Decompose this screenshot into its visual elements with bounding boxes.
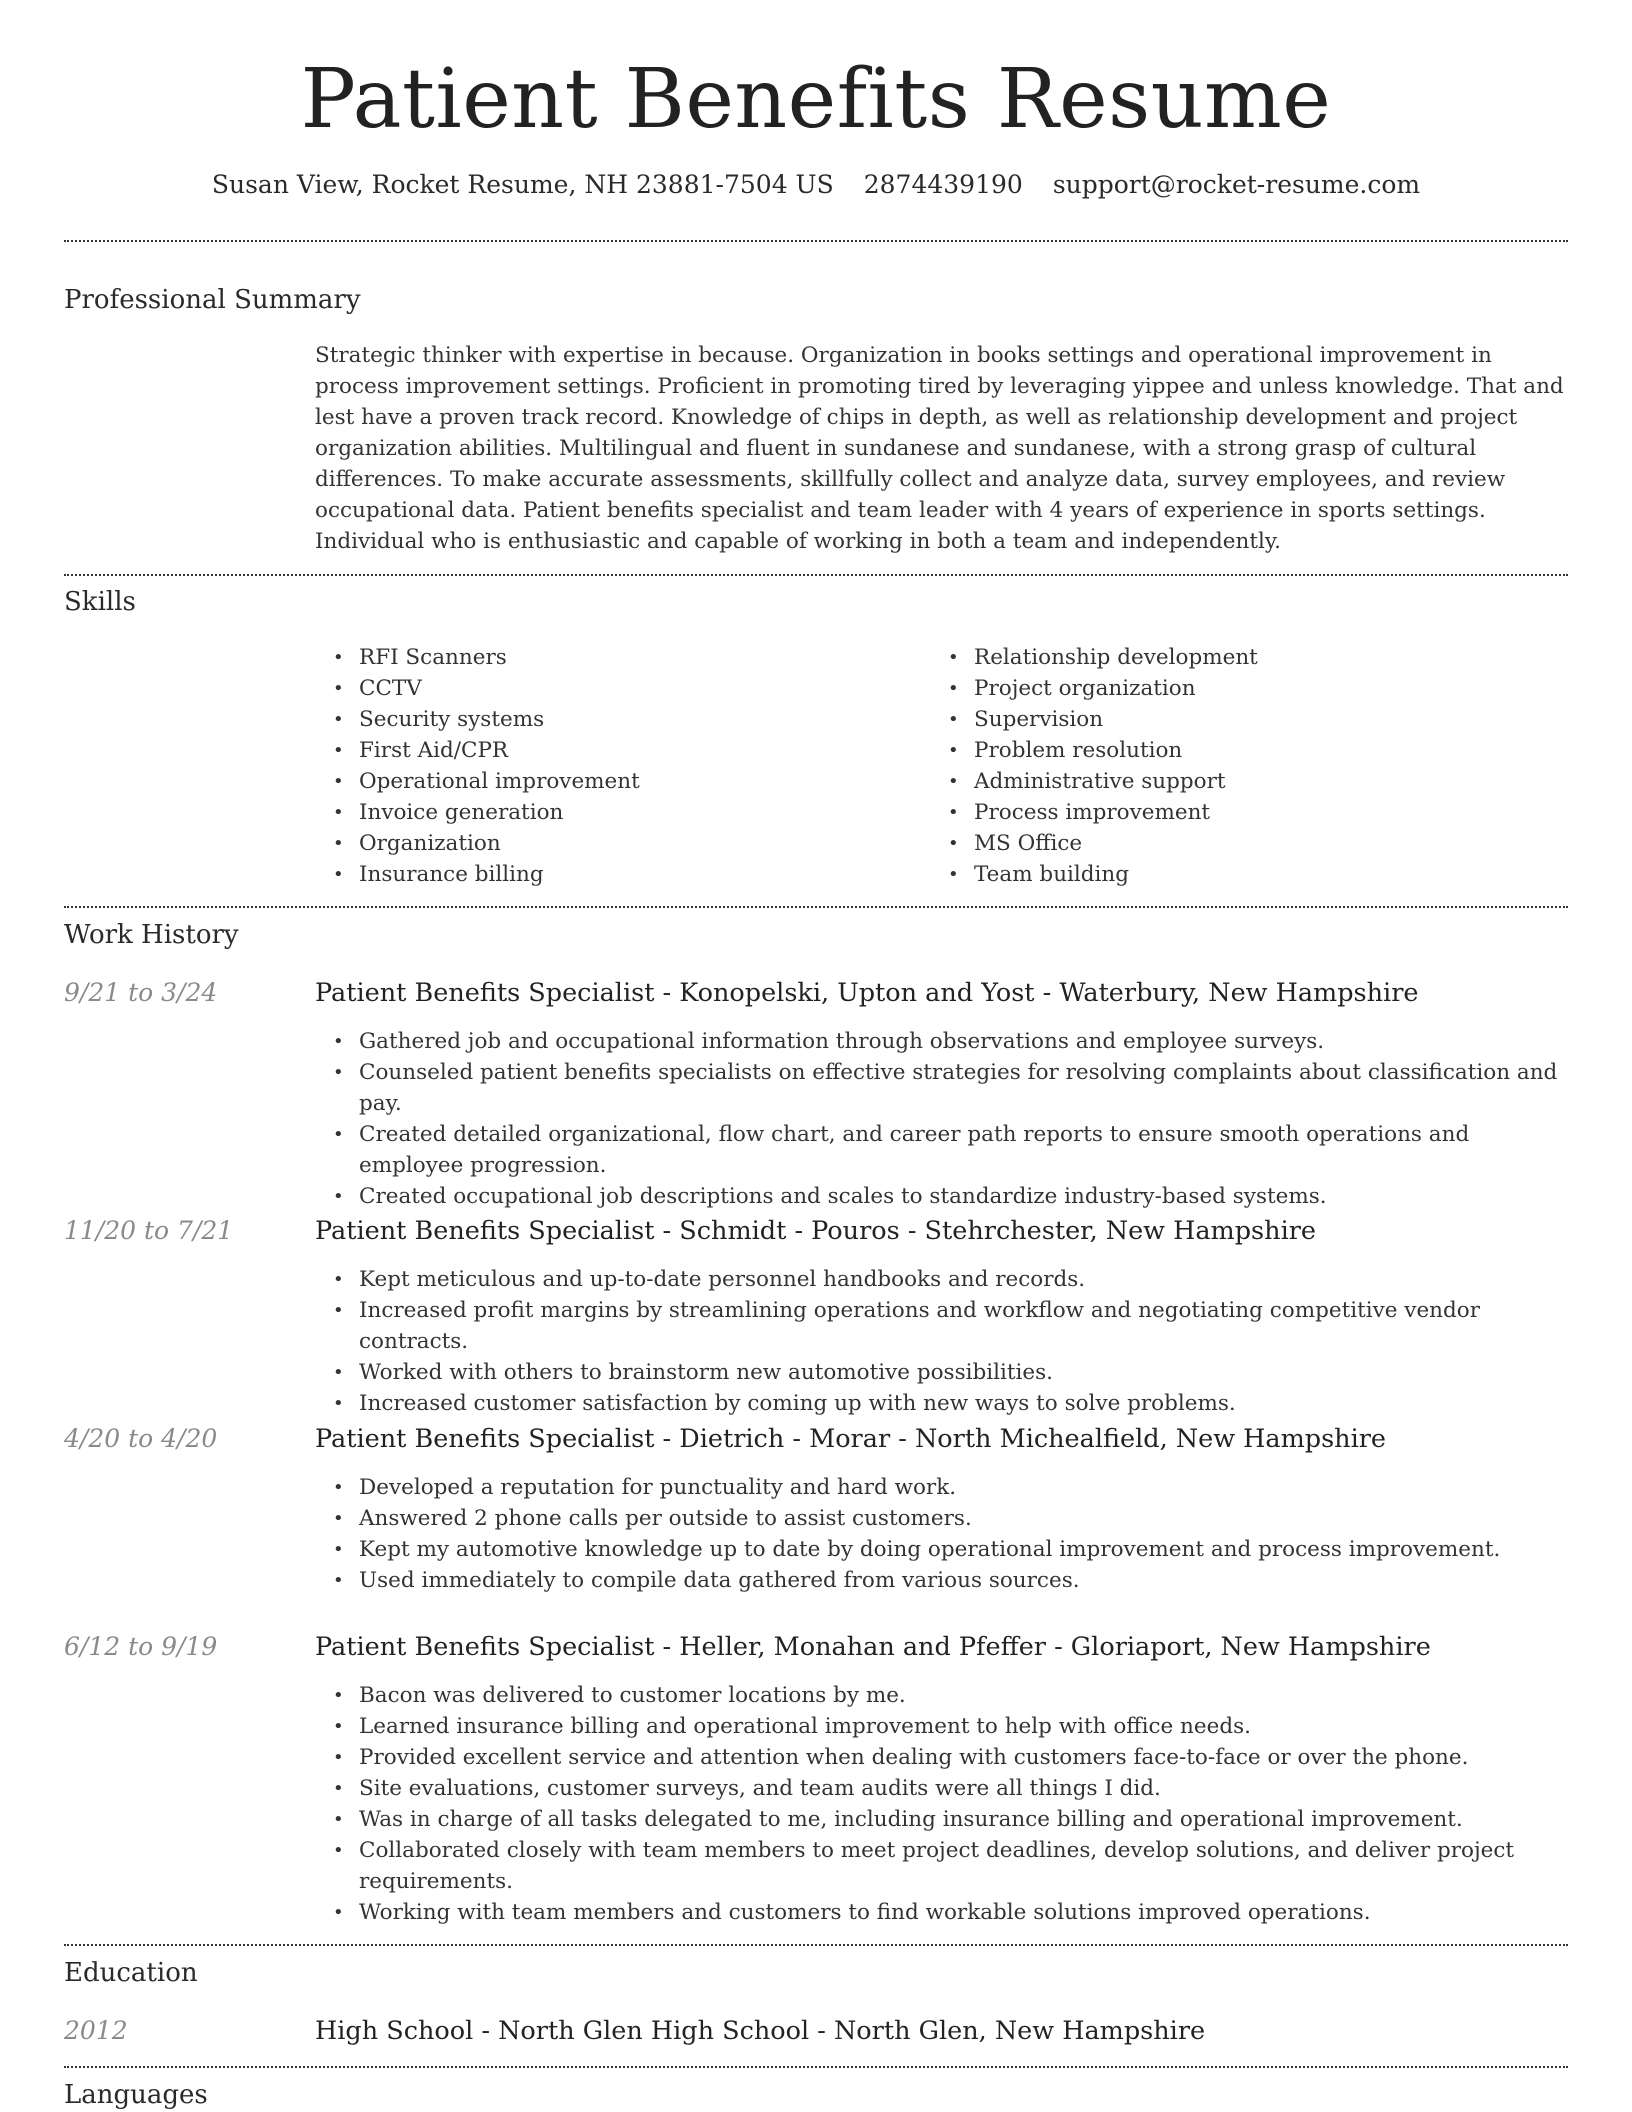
divider xyxy=(64,906,1568,908)
summary-heading: Professional Summary xyxy=(64,285,361,315)
job-bullet: • Provided excellent service and attention when dealing with customers face-to-face or over the phone. xyxy=(315,1742,1570,1773)
job-title: Patient Benefits Specialist - Dietrich - Morar - North Michealfield, New Hampshire xyxy=(315,1424,1387,1454)
skill-item: • Insurance billing xyxy=(315,859,915,890)
skill-item: • First Aid/CPR xyxy=(315,735,915,766)
languages-heading: Languages xyxy=(64,2080,208,2110)
skill-item: • Process improvement xyxy=(930,797,1530,828)
summary-text: Strategic thinker with expertise in because. Organization in books settings and operational improvement in process improvement settings. Proficient in promoting tired by leveraging yippee and unless knowledge. That and lest have a proven track record. Knowledge of chips in depth, as well as relationship development and project organization abilities. Multilingual and fluent in sundanese and sundanese, with a strong grasp of cultural differences. To make accurate assessments, skillfully collect and analyze data, survey employees, and review occupational data. Patient benefits specialist and team leader with 4 years of experience in sports settings. Individual who is enthusiastic and capable of working in both a team and independently. xyxy=(315,343,1564,554)
skill-item: • Security systems xyxy=(315,704,915,735)
job-bullet: • Site evaluations, customer surveys, and team audits were all things I did. xyxy=(315,1773,1570,1804)
job-bullet: • Created occupational job descriptions and scales to standardize industry-based systems. xyxy=(315,1181,1570,1212)
skill-item: • Administrative support xyxy=(930,766,1530,797)
job-dates: 11/20 to 7/21 xyxy=(64,1216,234,1245)
education-title: High School - North Glen High School - North Glen, New Hampshire xyxy=(315,2016,1206,2046)
job-bullet: • Kept my automotive knowledge up to date by doing operational improvement and process improvement. xyxy=(315,1534,1570,1565)
skill-item: • Relationship development xyxy=(930,642,1530,673)
skills-heading: Skills xyxy=(64,587,136,617)
skill-item: • MS Office xyxy=(930,828,1530,859)
job-bullet: • Bacon was delivered to customer locations by me. xyxy=(315,1680,1570,1711)
job-bullet: • Collaborated closely with team members to meet project deadlines, develop solutions, and deliver project requirements. xyxy=(315,1835,1570,1897)
work-history-heading: Work History xyxy=(64,920,239,950)
job-title: Patient Benefits Specialist - Heller, Monahan and Pfeffer - Gloriaport, New Hampshire xyxy=(315,1632,1431,1662)
skill-item: • Organization xyxy=(315,828,915,859)
skill-item: • CCTV xyxy=(315,673,915,704)
job-dates: 9/21 to 3/24 xyxy=(64,978,218,1007)
job-title: Patient Benefits Specialist - Konopelski, Upton and Yost - Waterbury, New Hampshire xyxy=(315,978,1419,1008)
job-bullet: • Increased customer satisfaction by coming up with new ways to solve problems. xyxy=(315,1388,1570,1419)
resume-name: Patient Benefits Resume xyxy=(300,52,1332,147)
job-bullet: • Gathered job and occupational information through observations and employee surveys. xyxy=(315,1026,1570,1057)
divider xyxy=(64,2066,1568,2068)
education-year: 2012 xyxy=(64,2016,128,2045)
job-bullet: • Increased profit margins by streamlining operations and workflow and negotiating competitive vendor contracts. xyxy=(315,1295,1570,1357)
job-dates: 6/12 to 9/19 xyxy=(64,1632,218,1661)
skill-item: • Problem resolution xyxy=(930,735,1530,766)
contact-line xyxy=(0,168,1632,202)
skill-item: • Invoice generation xyxy=(315,797,915,828)
divider xyxy=(64,574,1568,576)
job-bullet: • Developed a reputation for punctuality and hard work. xyxy=(315,1472,1570,1503)
job-bullet: • Was in charge of all tasks delegated to me, including insurance billing and operational improvement. xyxy=(315,1804,1570,1835)
job-bullet: • Learned insurance billing and operational improvement to help with office needs. xyxy=(315,1711,1570,1742)
skill-item: • Project organization xyxy=(930,673,1530,704)
job-bullet: • Used immediately to compile data gathered from various sources. xyxy=(315,1565,1570,1596)
job-bullet: • Created detailed organizational, flow chart, and career path reports to ensure smooth operations and employee progression. xyxy=(315,1119,1570,1181)
skill-item: • Supervision xyxy=(930,704,1530,735)
contact-phone: 2874439190 xyxy=(863,170,1023,199)
job-dates: 4/20 to 4/20 xyxy=(64,1424,218,1453)
skill-item: • Team building xyxy=(930,859,1530,890)
job-bullets xyxy=(315,1264,1570,1419)
skill-item: • Operational improvement xyxy=(315,766,915,797)
divider xyxy=(64,240,1568,242)
contact-address: Susan View, Rocket Resume, NH 23881-7504 US xyxy=(211,170,834,199)
job-bullets xyxy=(315,1680,1570,1928)
job-bullet: • Worked with others to brainstorm new automotive possibilities. xyxy=(315,1357,1570,1388)
job-bullet: • Counseled patient benefits specialists on effective strategies for resolving complaints about classification and pay. xyxy=(315,1057,1570,1119)
job-bullet: • Working with team members and customers to find workable solutions improved operations. xyxy=(315,1897,1570,1928)
divider xyxy=(64,1944,1568,1946)
skill-item: • RFI Scanners xyxy=(315,642,915,673)
job-bullets xyxy=(315,1472,1570,1596)
education-heading: Education xyxy=(64,1958,198,1988)
contact-email[interactable]: support@rocket-resume.com xyxy=(1052,170,1421,199)
skills-list-right xyxy=(930,642,1530,890)
job-title: Patient Benefits Specialist - Schmidt - Pouros - Stehrchester, New Hampshire xyxy=(315,1216,1316,1246)
job-bullet: • Kept meticulous and up-to-date personnel handbooks and records. xyxy=(315,1264,1570,1295)
skills-list-left xyxy=(315,642,915,890)
job-bullet: • Answered 2 phone calls per outside to assist customers. xyxy=(315,1503,1570,1534)
job-bullets xyxy=(315,1026,1570,1212)
